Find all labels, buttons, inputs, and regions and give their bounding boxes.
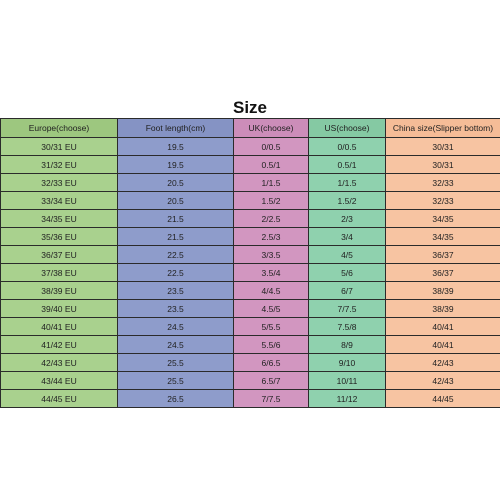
cell-europe: 43/44 EU bbox=[1, 372, 118, 390]
cell-us: 1/1.5 bbox=[309, 174, 386, 192]
cell-uk: 3.5/4 bbox=[234, 264, 309, 282]
cell-europe: 41/42 EU bbox=[1, 336, 118, 354]
cell-us: 2/3 bbox=[309, 210, 386, 228]
header-us: US(choose) bbox=[309, 119, 386, 138]
cell-china-size: 44/45 bbox=[386, 390, 500, 408]
cell-foot-length: 21.5 bbox=[118, 228, 234, 246]
cell-china-size: 38/39 bbox=[386, 282, 500, 300]
table-row bbox=[1, 390, 500, 408]
cell-europe: 40/41 EU bbox=[1, 318, 118, 336]
cell-foot-length: 23.5 bbox=[118, 282, 234, 300]
cell-europe: 32/33 EU bbox=[1, 174, 118, 192]
table-row bbox=[1, 192, 500, 210]
cell-foot-length: 19.5 bbox=[118, 138, 234, 156]
cell-us: 9/10 bbox=[309, 354, 386, 372]
cell-china-size: 40/41 bbox=[386, 336, 500, 354]
table-row bbox=[1, 228, 500, 246]
cell-europe: 44/45 EU bbox=[1, 390, 118, 408]
cell-uk: 3/3.5 bbox=[234, 246, 309, 264]
table-row bbox=[1, 372, 500, 390]
cell-uk: 2/2.5 bbox=[234, 210, 309, 228]
cell-europe: 35/36 EU bbox=[1, 228, 118, 246]
cell-europe: 38/39 EU bbox=[1, 282, 118, 300]
cell-foot-length: 24.5 bbox=[118, 318, 234, 336]
cell-us: 8/9 bbox=[309, 336, 386, 354]
cell-uk: 5.5/6 bbox=[234, 336, 309, 354]
cell-china-size: 30/31 bbox=[386, 138, 500, 156]
cell-china-size: 42/43 bbox=[386, 354, 500, 372]
cell-us: 0/0.5 bbox=[309, 138, 386, 156]
cell-us: 6/7 bbox=[309, 282, 386, 300]
cell-china-size: 34/35 bbox=[386, 210, 500, 228]
cell-china-size: 32/33 bbox=[386, 192, 500, 210]
cell-china-size: 30/31 bbox=[386, 156, 500, 174]
page-title: Size bbox=[232, 98, 268, 117]
cell-europe: 34/35 EU bbox=[1, 210, 118, 228]
cell-foot-length: 22.5 bbox=[118, 264, 234, 282]
cell-europe: 33/34 EU bbox=[1, 192, 118, 210]
cell-uk: 0/0.5 bbox=[234, 138, 309, 156]
cell-china-size: 34/35 bbox=[386, 228, 500, 246]
header-row bbox=[1, 119, 500, 138]
cell-uk: 1.5/2 bbox=[234, 192, 309, 210]
cell-china-size: 32/33 bbox=[386, 174, 500, 192]
cell-foot-length: 25.5 bbox=[118, 372, 234, 390]
table-row bbox=[1, 318, 500, 336]
cell-europe: 37/38 EU bbox=[1, 264, 118, 282]
table-header bbox=[1, 119, 500, 138]
cell-foot-length: 21.5 bbox=[118, 210, 234, 228]
table-row bbox=[1, 246, 500, 264]
header-foot-length: Foot length(cm) bbox=[118, 119, 234, 138]
cell-uk: 5/5.5 bbox=[234, 318, 309, 336]
cell-foot-length: 25.5 bbox=[118, 354, 234, 372]
cell-uk: 1/1.5 bbox=[234, 174, 309, 192]
cell-us: 7.5/8 bbox=[309, 318, 386, 336]
cell-foot-length: 22.5 bbox=[118, 246, 234, 264]
table-row bbox=[1, 336, 500, 354]
cell-uk: 2.5/3 bbox=[234, 228, 309, 246]
size-table bbox=[0, 118, 500, 408]
cell-uk: 6.5/7 bbox=[234, 372, 309, 390]
cell-europe: 30/31 EU bbox=[1, 138, 118, 156]
cell-us: 7/7.5 bbox=[309, 300, 386, 318]
header-europe: Europe(choose) bbox=[1, 119, 118, 138]
table-row bbox=[1, 210, 500, 228]
cell-foot-length: 20.5 bbox=[118, 174, 234, 192]
table-row bbox=[1, 300, 500, 318]
table-row bbox=[1, 264, 500, 282]
header-uk: UK(choose) bbox=[234, 119, 309, 138]
cell-europe: 31/32 EU bbox=[1, 156, 118, 174]
cell-us: 0.5/1 bbox=[309, 156, 386, 174]
header-china-size: China size(Slipper bottom) bbox=[386, 119, 500, 138]
cell-foot-length: 26.5 bbox=[118, 390, 234, 408]
cell-us: 3/4 bbox=[309, 228, 386, 246]
table-row bbox=[1, 156, 500, 174]
table-row bbox=[1, 174, 500, 192]
table-body bbox=[1, 138, 500, 408]
cell-china-size: 38/39 bbox=[386, 300, 500, 318]
table-row bbox=[1, 354, 500, 372]
table-row bbox=[1, 138, 500, 156]
cell-foot-length: 20.5 bbox=[118, 192, 234, 210]
cell-us: 4/5 bbox=[309, 246, 386, 264]
cell-europe: 39/40 EU bbox=[1, 300, 118, 318]
cell-china-size: 36/37 bbox=[386, 246, 500, 264]
cell-us: 1.5/2 bbox=[309, 192, 386, 210]
cell-china-size: 36/37 bbox=[386, 264, 500, 282]
table-row bbox=[1, 282, 500, 300]
cell-foot-length: 19.5 bbox=[118, 156, 234, 174]
cell-uk: 4.5/5 bbox=[234, 300, 309, 318]
cell-uk: 0.5/1 bbox=[234, 156, 309, 174]
cell-uk: 6/6.5 bbox=[234, 354, 309, 372]
cell-us: 5/6 bbox=[309, 264, 386, 282]
cell-uk: 7/7.5 bbox=[234, 390, 309, 408]
cell-us: 11/12 bbox=[309, 390, 386, 408]
cell-europe: 42/43 EU bbox=[1, 354, 118, 372]
cell-foot-length: 24.5 bbox=[118, 336, 234, 354]
cell-us: 10/11 bbox=[309, 372, 386, 390]
cell-europe: 36/37 EU bbox=[1, 246, 118, 264]
cell-china-size: 42/43 bbox=[386, 372, 500, 390]
cell-foot-length: 23.5 bbox=[118, 300, 234, 318]
cell-china-size: 40/41 bbox=[386, 318, 500, 336]
cell-uk: 4/4.5 bbox=[234, 282, 309, 300]
